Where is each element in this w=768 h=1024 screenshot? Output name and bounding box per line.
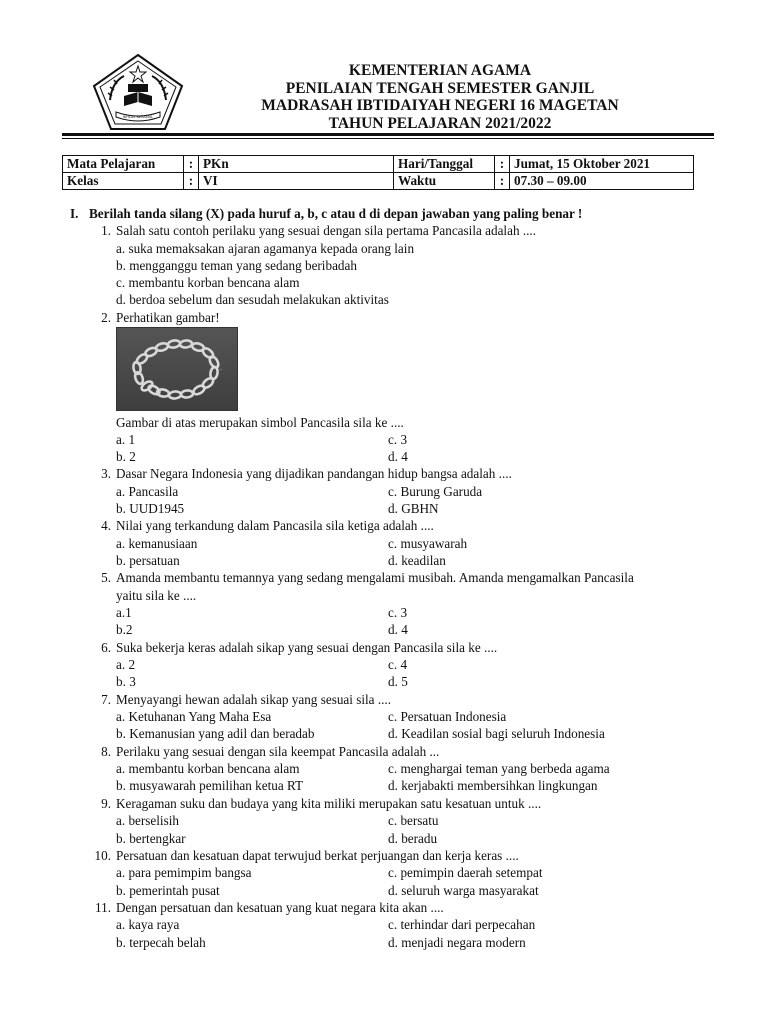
question-number: 10. — [94, 848, 111, 863]
header-divider-thin — [62, 138, 714, 139]
answer-option: b. persatuan — [116, 553, 180, 568]
answer-option: d. Keadilan sosial bagi seluruh Indonesia — [388, 726, 605, 741]
academic-year: TAHUN PELAJARAN 2021/2022 — [328, 114, 552, 132]
time-value: 07.30 – 09.00 — [510, 173, 694, 190]
answer-option: b. terpecah belah — [116, 935, 206, 950]
question-text: Dengan persatuan dan kesatuan yang kuat negara kita akan .... — [116, 900, 444, 915]
question-text: Salah satu contoh perilaku yang sesuai dengan sila pertama Pancasila adalah .... — [116, 223, 537, 238]
colon: : — [184, 156, 199, 173]
colon: : — [184, 173, 199, 190]
subject-label: Mata Pelajaran — [63, 156, 184, 173]
section-number: I. — [70, 206, 79, 221]
chain-icon — [117, 328, 237, 410]
answer-option: a. suka memaksakan ajaran agamanya kepada orang lain — [116, 241, 415, 256]
answer-option: a. kemanusiaan — [116, 536, 198, 551]
answer-option: c. 4 — [388, 657, 408, 672]
answer-option: d. menjadi negara modern — [388, 935, 526, 950]
answer-option: c. menghargai teman yang berbeda agama — [388, 761, 610, 776]
kemenag-logo — [90, 52, 186, 132]
answer-option: d. 5 — [388, 674, 408, 689]
colon: : — [495, 156, 510, 173]
school-name: MADRASAH IBTIDAIYAH NEGERI 16 MAGETAN — [261, 97, 619, 114]
day-date-label: Hari/Tanggal — [394, 156, 495, 173]
question-number: 3. — [101, 466, 111, 481]
answer-option: c. pemimpin daerah setempat — [388, 865, 543, 880]
answer-option: c. bersatu — [388, 813, 439, 828]
question-number: 4. — [101, 518, 111, 533]
exam-header — [190, 62, 690, 132]
day-date-value: Jumat, 15 Oktober 2021 — [510, 156, 694, 173]
chain-image — [116, 327, 238, 411]
question-text-continued: yaitu sila ke .... — [116, 588, 197, 603]
answer-option: b.2 — [116, 622, 133, 637]
answer-option: b. Kemanusian yang adil dan beradab — [116, 726, 315, 741]
answer-option: c. musyawarah — [388, 536, 468, 551]
answer-option: b. musyawarah pemilihan ketua RT — [116, 778, 304, 793]
answer-option: d. beradu — [388, 831, 438, 846]
svg-text:IKHLAS BERAMAL: IKHLAS BERAMAL — [122, 115, 154, 119]
answer-option: b. bertengkar — [116, 831, 186, 846]
answer-option: a.1 — [116, 605, 132, 620]
question-number: 11. — [95, 900, 111, 915]
subject-value: PKn — [199, 156, 394, 173]
answer-option: a. 1 — [116, 432, 136, 447]
question-text: Gambar di atas merupakan simbol Pancasila sila ke .... — [116, 415, 404, 430]
answer-option: b. mengganggu teman yang sedang beribadah — [116, 258, 357, 273]
answer-option: d. 4 — [388, 622, 408, 637]
answer-option: b. UUD1945 — [116, 501, 185, 516]
exam-title: PENILAIAN TENGAH SEMESTER GANJIL — [285, 79, 595, 97]
question-text: Nilai yang terkandung dalam Pancasila sila ketiga adalah .... — [116, 518, 434, 533]
question-text: Perhatikan gambar! — [116, 310, 220, 325]
ministry-title: KEMENTERIAN AGAMA — [348, 62, 532, 79]
answer-option: c. 3 — [388, 432, 408, 447]
info-row — [63, 173, 694, 190]
question-number: 9. — [101, 796, 111, 811]
question-text: Perilaku yang sesuai dengan sila keempat Pancasila adalah ... — [116, 744, 440, 759]
answer-option: d. 4 — [388, 449, 408, 464]
answer-option: d. seluruh warga masyarakat — [388, 883, 539, 898]
exam-info-table — [62, 155, 694, 190]
info-row — [63, 156, 694, 173]
question-number: 7. — [101, 692, 111, 707]
answer-option: a. membantu korban bencana alam — [116, 761, 300, 776]
class-value: VI — [199, 173, 394, 190]
answer-option: a. kaya raya — [116, 917, 180, 932]
answer-option: a. berselisih — [116, 813, 179, 828]
answer-option: d. berdoa sebelum dan sesudah melakukan aktivitas — [116, 292, 389, 307]
answer-option: b. pemerintah pusat — [116, 883, 220, 898]
question-text: Keragaman suku dan budaya yang kita miliki merupakan satu kesatuan untuk .... — [116, 796, 542, 811]
class-label: Kelas — [63, 173, 184, 190]
question-text: Persatuan dan kesatuan dapat terwujud berkat perjuangan dan kerja keras .... — [116, 848, 519, 863]
answer-option: a. Ketuhanan Yang Maha Esa — [116, 709, 272, 724]
answer-option: d. kerjabakti membersihkan lingkungan — [388, 778, 598, 793]
question-text: Menyayangi hewan adalah sikap yang sesuai sila .... — [116, 692, 392, 707]
answer-option: c. 3 — [388, 605, 408, 620]
answer-option: c. terhindar dari perpecahan — [388, 917, 536, 932]
question-number: 6. — [101, 640, 111, 655]
answer-option: c. Burung Garuda — [388, 484, 483, 499]
answer-option: b. 2 — [116, 449, 136, 464]
answer-option: c. membantu korban bencana alam — [116, 275, 300, 290]
answer-option: d. keadilan — [388, 553, 446, 568]
answer-option: b. 3 — [116, 674, 136, 689]
question-number: 8. — [101, 744, 111, 759]
question-number: 1. — [101, 223, 111, 238]
question-text: Dasar Negara Indonesia yang dijadikan pandangan hidup bangsa adalah .... — [116, 466, 512, 481]
time-label: Waktu — [394, 173, 495, 190]
answer-option: d. GBHN — [388, 501, 439, 516]
question-text: Amanda membantu temannya yang sedang mengalami musibah. Amanda mengamalkan Pancasila — [116, 570, 634, 585]
colon: : — [495, 173, 510, 190]
answer-option: a. Pancasila — [116, 484, 179, 499]
section-instruction: Berilah tanda silang (X) pada huruf a, b, c atau d di depan jawaban yang paling benar ! — [89, 206, 583, 221]
question-number: 2. — [101, 310, 111, 325]
answer-option: c. Persatuan Indonesia — [388, 709, 507, 724]
header-divider-thick — [62, 133, 714, 136]
question-text: Suka bekerja keras adalah sikap yang sesuai dengan Pancasila sila ke .... — [116, 640, 498, 655]
question-number: 5. — [101, 570, 111, 585]
answer-option: a. 2 — [116, 657, 136, 672]
answer-option: a. para pemimpim bangsa — [116, 865, 252, 880]
